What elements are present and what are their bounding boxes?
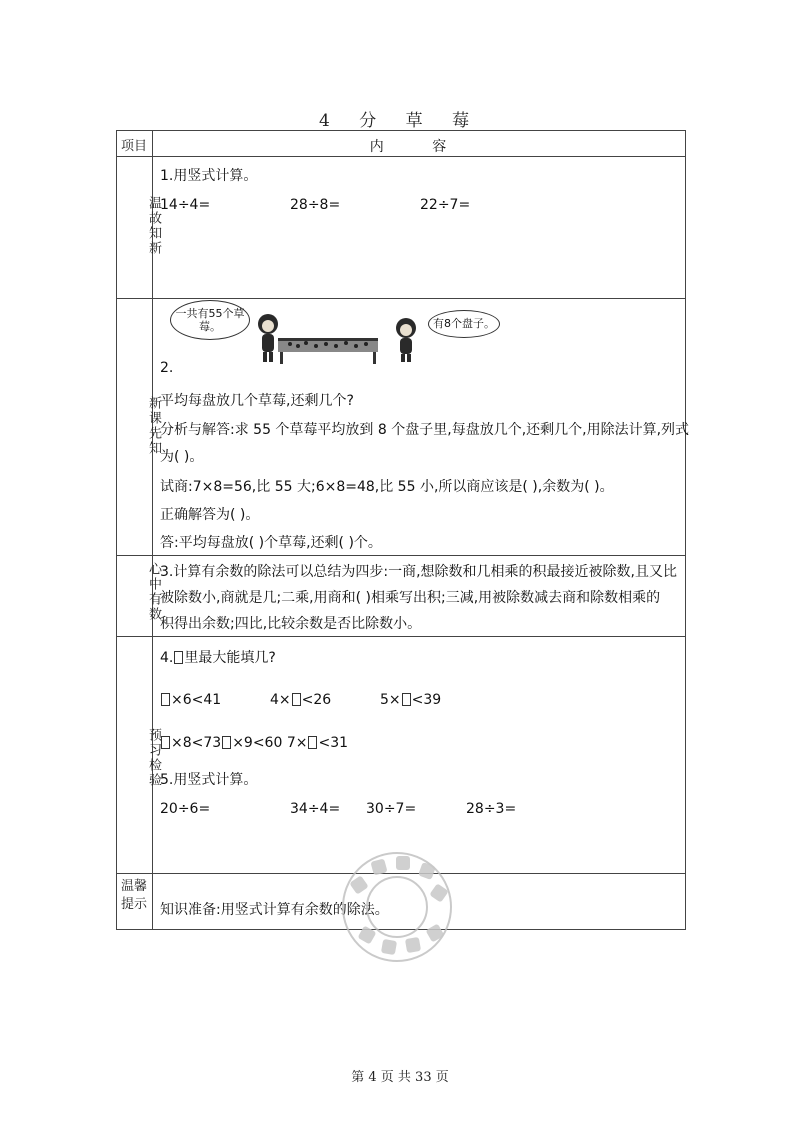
inequality-a3: 5× <39 [380, 692, 442, 708]
row-label-summary: 心中有数 [146, 562, 161, 622]
blank-box-icon [222, 736, 231, 749]
blank-box-icon [174, 651, 183, 664]
speech-bubble-right: 有8个盘子。 [428, 310, 500, 338]
watermark-stamp [332, 842, 462, 972]
problem-34-4: 34÷4= [290, 801, 341, 817]
correct-answer-line: 正确解答为( )。 [160, 507, 260, 523]
row-label-newlesson: 新课先知 [146, 396, 161, 456]
problem-28-8: 28÷8= [290, 197, 341, 213]
page-footer: 第 4 页 共 33 页 [351, 1070, 449, 1085]
page-title: 4 分 草 莓 [318, 111, 482, 131]
row-divider [116, 555, 686, 556]
analysis-line-1: 分析与解答:求 55 个草莓平均放到 8 个盘子里,每盘放几个,还剩几个,用除法计算,列式 [160, 422, 690, 438]
blank-box-icon [292, 693, 301, 706]
summary-line-1: 3.计算有余数的除法可以总结为四步:一商,想除数和几相乘的积最接近被除数,且又比 [160, 564, 677, 580]
summary-line-3: 积得出余数;四比,比较余数是否比除数小。 [160, 616, 422, 632]
monkeys-table-illustration [250, 308, 430, 368]
row-divider [116, 636, 686, 637]
question-5: 5.用竖式计算。 [160, 772, 258, 788]
inequality-row-b: ×8<73 ×9<60 7× <31 [160, 733, 348, 753]
tips-text: 知识准备:用竖式计算有余数的除法。 [160, 902, 389, 918]
row-label-preview: 预习检验 [146, 728, 161, 788]
question-2: 2. [160, 360, 174, 376]
header-content: 内 容 [369, 139, 469, 155]
question-2-text: 平均每盘放几个草莓,还剩几个? [160, 393, 354, 409]
answer-line: 答:平均每盘放( )个草莓,还剩( )个。 [160, 535, 382, 551]
row-label-tips: 温馨提示 [120, 879, 147, 912]
problem-28-3: 28÷3= [466, 801, 517, 817]
summary-line-2: 被除数小,商就是几;二乘,用商和( )相乘写出积;三减,用被除数减去商和除数相乘的 [160, 590, 661, 606]
problem-20-6: 20÷6= [160, 801, 211, 817]
problem-30-7: 30÷7= [366, 801, 417, 817]
speech-bubble-left: 一共有55个草莓。 [170, 300, 250, 340]
blank-box-icon [161, 693, 170, 706]
problem-22-7: 22÷7= [420, 197, 471, 213]
row-divider [116, 156, 686, 157]
blank-box-icon [402, 693, 411, 706]
question-4: 4. 里最大能填几? [160, 650, 276, 666]
inequality-a2: 4× <26 [270, 692, 332, 708]
problem-14-4: 14÷4= [160, 197, 211, 213]
question-1: 1.用竖式计算。 [160, 168, 258, 184]
analysis-line-2: 为( )。 [160, 449, 204, 465]
blank-box-icon [161, 736, 170, 749]
trial-quotient-line: 试商:7×8=56,比 55 大;6×8=48,比 55 小,所以商应该是( ),余数为( )。 [160, 479, 614, 495]
row-label-review: 温故知新 [146, 196, 161, 256]
blank-box-icon [308, 736, 317, 749]
inequality-a1: ×6<41 [160, 690, 221, 710]
row-divider [116, 298, 686, 299]
header-project: 项目 [120, 139, 147, 154]
